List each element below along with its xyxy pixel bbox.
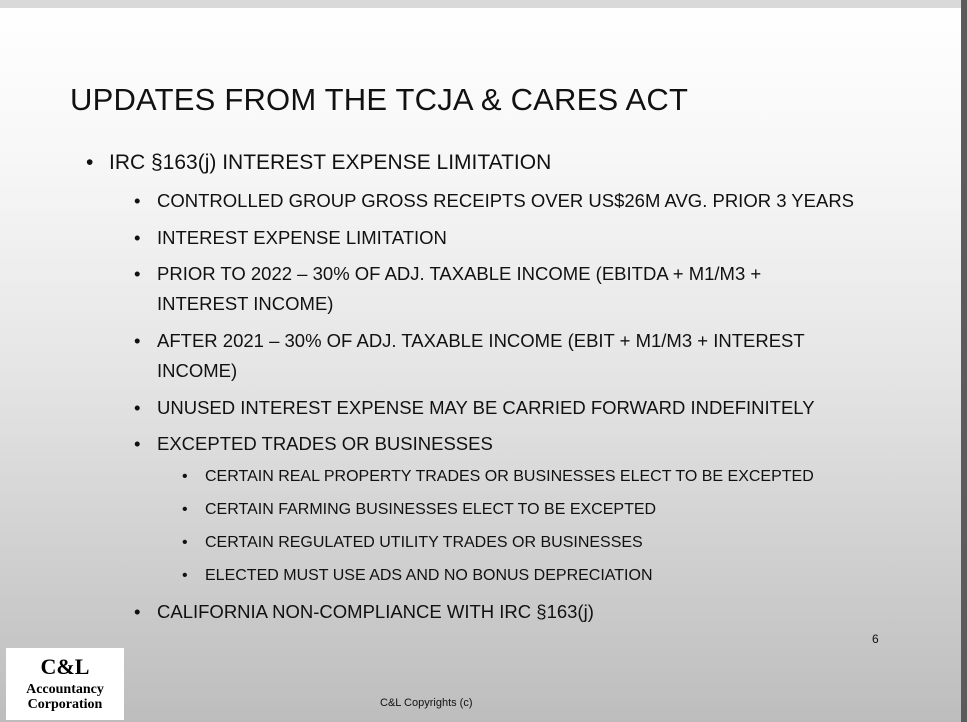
bullet-text: EXCEPTED TRADES OR BUSINESSES [157,433,493,454]
bullet-interest-limitation [134,223,447,253]
bullet-dot: • [134,227,141,248]
bullet-dot: • [86,151,94,174]
bullet-text-line2: INTEREST INCOME) [157,293,334,314]
bullet-dot: • [182,501,188,518]
bullet-dot: • [134,190,141,211]
right-scroll-edge [961,0,967,722]
logo-line2: Corporation [27,697,103,712]
bullet-text-line1: AFTER 2021 – 30% OF ADJ. TAXABLE INCOME (EBIT + M1/M3 + INTEREST [157,330,805,351]
bullet-text: CERTAIN FARMING BUSINESSES ELECT TO BE EXCEPTED [205,501,657,518]
bullet-text: IRC §163(j) INTEREST EXPENSE LIMITATION [109,151,552,174]
bullet-text: CALIFORNIA NON-COMPLIANCE WITH IRC §163(j) [157,601,594,622]
top-bar [0,0,967,8]
slide-title: UPDATES FROM THE TCJA & CARES ACT [70,82,689,117]
bullet-dot: • [134,397,141,418]
bullet-dot: • [182,534,188,551]
bullet-text: UNUSED INTEREST EXPENSE MAY BE CARRIED FORWARD INDEFINITELY [157,397,815,418]
company-logo [6,648,124,720]
bullet-text: ELECTED MUST USE ADS AND NO BONUS DEPRECIATION [205,567,653,584]
bullet-carried-forward [134,393,815,423]
bullet-real-property [182,468,814,486]
bullet-text-line1: PRIOR TO 2022 – 30% OF ADJ. TAXABLE INCOME (EBITDA + M1/M3 + [157,263,762,284]
bullet-dot: • [134,433,141,454]
bullet-farming [182,501,656,519]
bullet-dot: • [134,263,141,284]
bullet-text: CERTAIN REGULATED UTILITY TRADES OR BUSINESSES [205,534,643,551]
bullet-regulated-utility [182,534,643,552]
bullet-gross-receipts [134,186,854,216]
page-number: 6 [872,632,879,646]
bullet-dot: • [134,330,141,351]
bullet-after-2021 [134,326,805,386]
bullet-dot: • [182,468,188,485]
bullet-text: CERTAIN REAL PROPERTY TRADES OR BUSINESSES ELECT TO BE EXCEPTED [205,468,814,485]
bullet-prior-2022 [134,259,761,319]
bullet-dot: • [134,601,141,622]
bullet-text: CONTROLLED GROUP GROSS RECEIPTS OVER US$26M AVG. PRIOR 3 YEARS [157,190,855,211]
footer-copyright: C&L Copyrights (c) [380,697,473,709]
bullet-irc-163j [86,151,551,175]
bullet-text: INTEREST EXPENSE LIMITATION [157,227,447,248]
logo-mark: C&L [40,654,90,679]
bullet-excepted-trades [134,429,493,459]
bullet-ads-no-bonus [182,567,653,585]
logo-line1: Accountancy [26,682,104,697]
bullet-text-line2: INCOME) [157,360,238,381]
bullet-california [134,597,594,627]
bullet-dot: • [182,567,188,584]
